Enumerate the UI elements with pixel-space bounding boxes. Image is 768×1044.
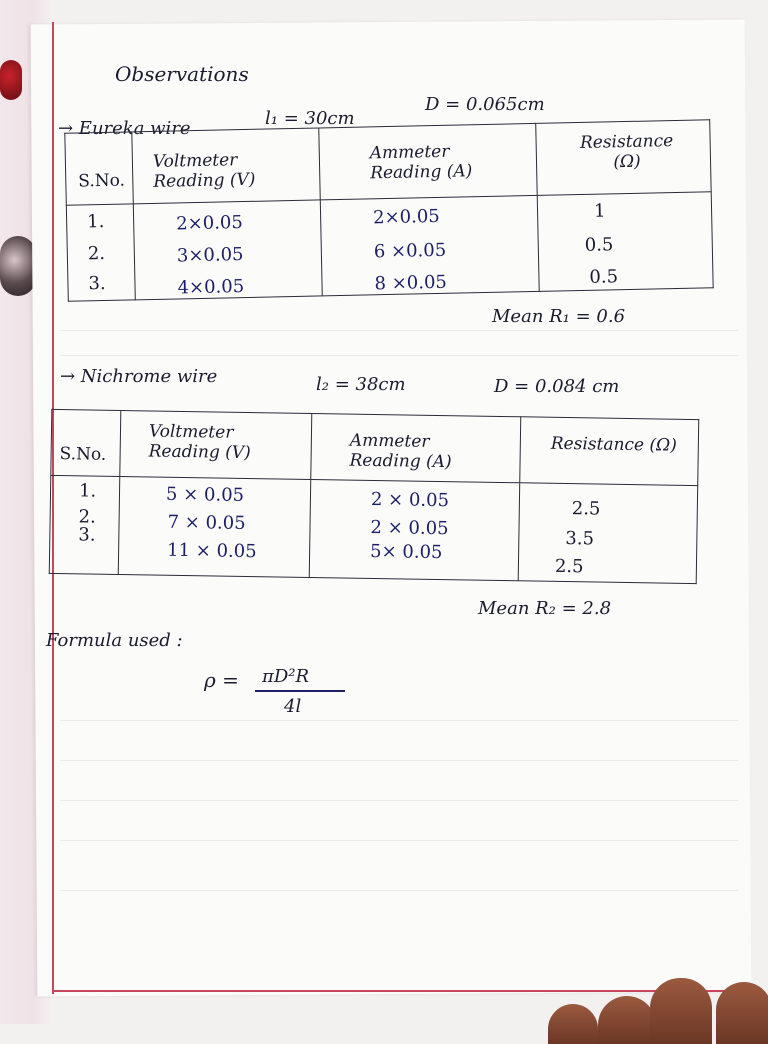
nichrome-resistance: 2.5: [554, 555, 584, 578]
nichrome-ammeter: 5× 0.05: [369, 540, 443, 564]
formula-lhs: ρ =: [204, 668, 239, 692]
eureka-resistance: 0.5: [589, 266, 619, 288]
nichrome-resistance: 2.5: [571, 498, 601, 520]
eureka-ammeter: 2×0.05: [372, 205, 440, 229]
formula-fraction-bar: [255, 690, 345, 692]
eureka-voltmeter: 3×0.05: [176, 244, 244, 267]
eureka-header-voltmeter: Voltmeter Reading (V): [152, 150, 256, 192]
eureka-header-sno: S.No.: [78, 170, 126, 192]
nichrome-header-sno: S.No.: [59, 444, 107, 465]
fingers-photo-artifact: [538, 954, 768, 1024]
nichrome-header-ammeter: Ammeter Reading (A): [349, 430, 452, 473]
eureka-length: l₁ = 30cm: [265, 108, 355, 129]
nichrome-ammeter: 2 × 0.05: [370, 488, 450, 512]
formula-denominator: 4l: [284, 696, 302, 717]
nichrome-sno: 2.: [78, 506, 96, 528]
eureka-mean: Mean R₁ = 0.6: [492, 306, 626, 327]
nichrome-sno: 1.: [78, 480, 97, 502]
eureka-voltmeter: 2×0.05: [176, 212, 244, 235]
eureka-resistance: 0.5: [584, 234, 614, 256]
eureka-label: → Eureka wire: [58, 118, 191, 139]
eureka-ammeter: 6 ×0.05: [373, 239, 447, 263]
eureka-diameter: D = 0.065cm: [425, 94, 545, 115]
nichrome-length: l₂ = 38cm: [316, 374, 406, 395]
nichrome-voltmeter: 5 × 0.05: [165, 483, 245, 506]
nichrome-diameter: D = 0.084 cm: [494, 376, 620, 397]
eureka-header-ammeter: Ammeter Reading (A): [369, 141, 473, 184]
nichrome-table: [49, 409, 700, 584]
nichrome-header-voltmeter: Voltmeter Reading (V): [148, 421, 251, 464]
eureka-voltmeter: 4×0.05: [177, 276, 245, 299]
background-ornament: [0, 60, 22, 100]
nichrome-mean: Mean R₂ = 2.8: [478, 598, 612, 619]
eureka-resistance: 1: [593, 200, 606, 222]
nichrome-sno: 3.: [78, 524, 96, 546]
eureka-sno: 1.: [86, 210, 105, 233]
nichrome-header-resistance: Resistance (Ω): [550, 433, 677, 456]
background-ornament: [0, 236, 36, 296]
eureka-ammeter: 8 ×0.05: [374, 271, 448, 295]
nichrome-ammeter: 2 × 0.05: [370, 516, 449, 540]
nichrome-voltmeter: 11 × 0.05: [166, 539, 257, 563]
nichrome-voltmeter: 7 × 0.05: [167, 511, 246, 534]
eureka-sno: 2.: [87, 242, 106, 265]
nichrome-resistance: 3.5: [565, 528, 595, 550]
formula-label: Formula used :: [46, 630, 183, 651]
eureka-table: [64, 119, 713, 301]
formula-numerator: πD²R: [262, 666, 310, 687]
eureka-header-resistance: Resistance (Ω): [579, 131, 674, 173]
nichrome-label: → Nichrome wire: [60, 366, 218, 387]
eureka-sno: 3.: [88, 272, 106, 295]
page-heading: Observations: [115, 62, 249, 86]
